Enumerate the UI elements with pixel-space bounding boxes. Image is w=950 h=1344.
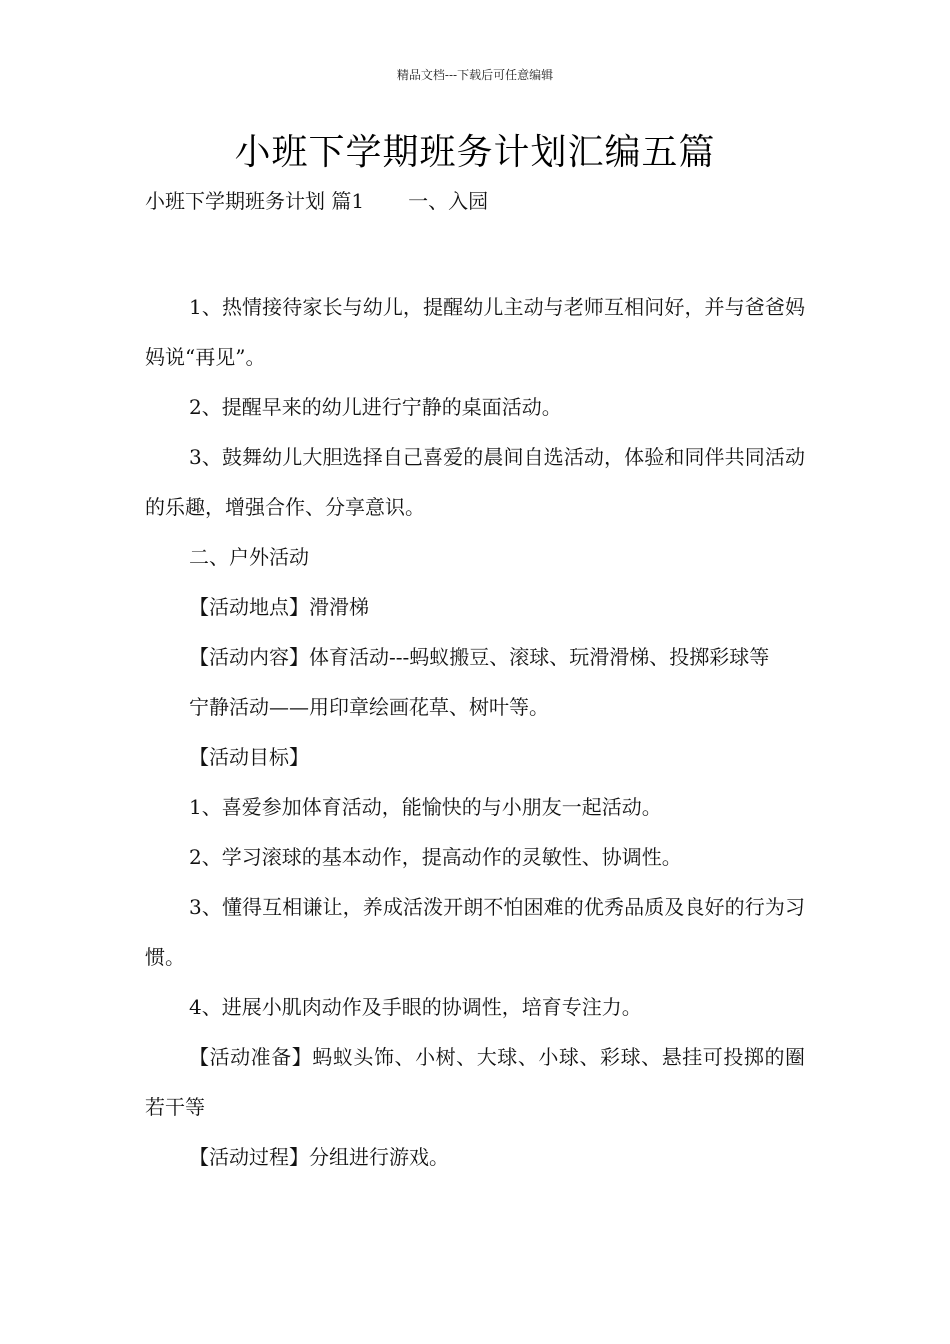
paragraph: 4、进展小肌肉动作及手眼的协调性，培育专注力。: [189, 995, 642, 1019]
paragraph: 【活动地点】滑滑梯: [189, 595, 369, 619]
subsection-title: 一、入园: [408, 189, 489, 213]
section-heading: [145, 185, 488, 217]
paragraph: 宁静活动——用印章绘画花草、树叶等。: [189, 695, 549, 719]
paragraph: 3、鼓舞幼儿大胆选择自己喜爱的晨间自选活动，体验和同伴共同活动的乐趣，增强合作、分享意识。: [145, 445, 805, 519]
paragraph: 【活动目标】: [189, 745, 309, 769]
document-title: 小班下学期班务计划汇编五篇: [234, 132, 716, 173]
paragraph: 3、懂得互相谦让，养成活泼开朗不怕困难的优秀品质及良好的行为习惯。: [145, 895, 805, 969]
paragraph: 1、喜爱参加体育活动，能愉快的与小朋友一起活动。: [189, 795, 662, 819]
paragraph: 2、学习滚球的基本动作，提高动作的灵敏性、协调性。: [189, 845, 682, 869]
paragraph: 【活动准备】蚂蚁头饰、小树、大球、小球、彩球、悬挂可投掷的圈若干等: [145, 1045, 805, 1119]
paragraph: 2、提醒早来的幼儿进行宁静的桌面活动。: [189, 395, 562, 419]
document-body: [145, 282, 805, 1182]
paragraph: 1、热情接待家长与幼儿，提醒幼儿主动与老师互相问好，并与爸爸妈妈说“再见”。: [145, 295, 805, 369]
header-note: 精品文档---下载后可任意编辑: [396, 68, 554, 82]
section-heading-outdoor: 二、户外活动: [189, 545, 309, 569]
paragraph: 【活动过程】分组进行游戏。: [189, 1145, 449, 1169]
section-title: 小班下学期班务计划 篇1: [145, 189, 365, 213]
paragraph: 【活动内容】体育活动---蚂蚁搬豆、滚球、玩滑滑梯、投掷彩球等: [189, 645, 770, 669]
